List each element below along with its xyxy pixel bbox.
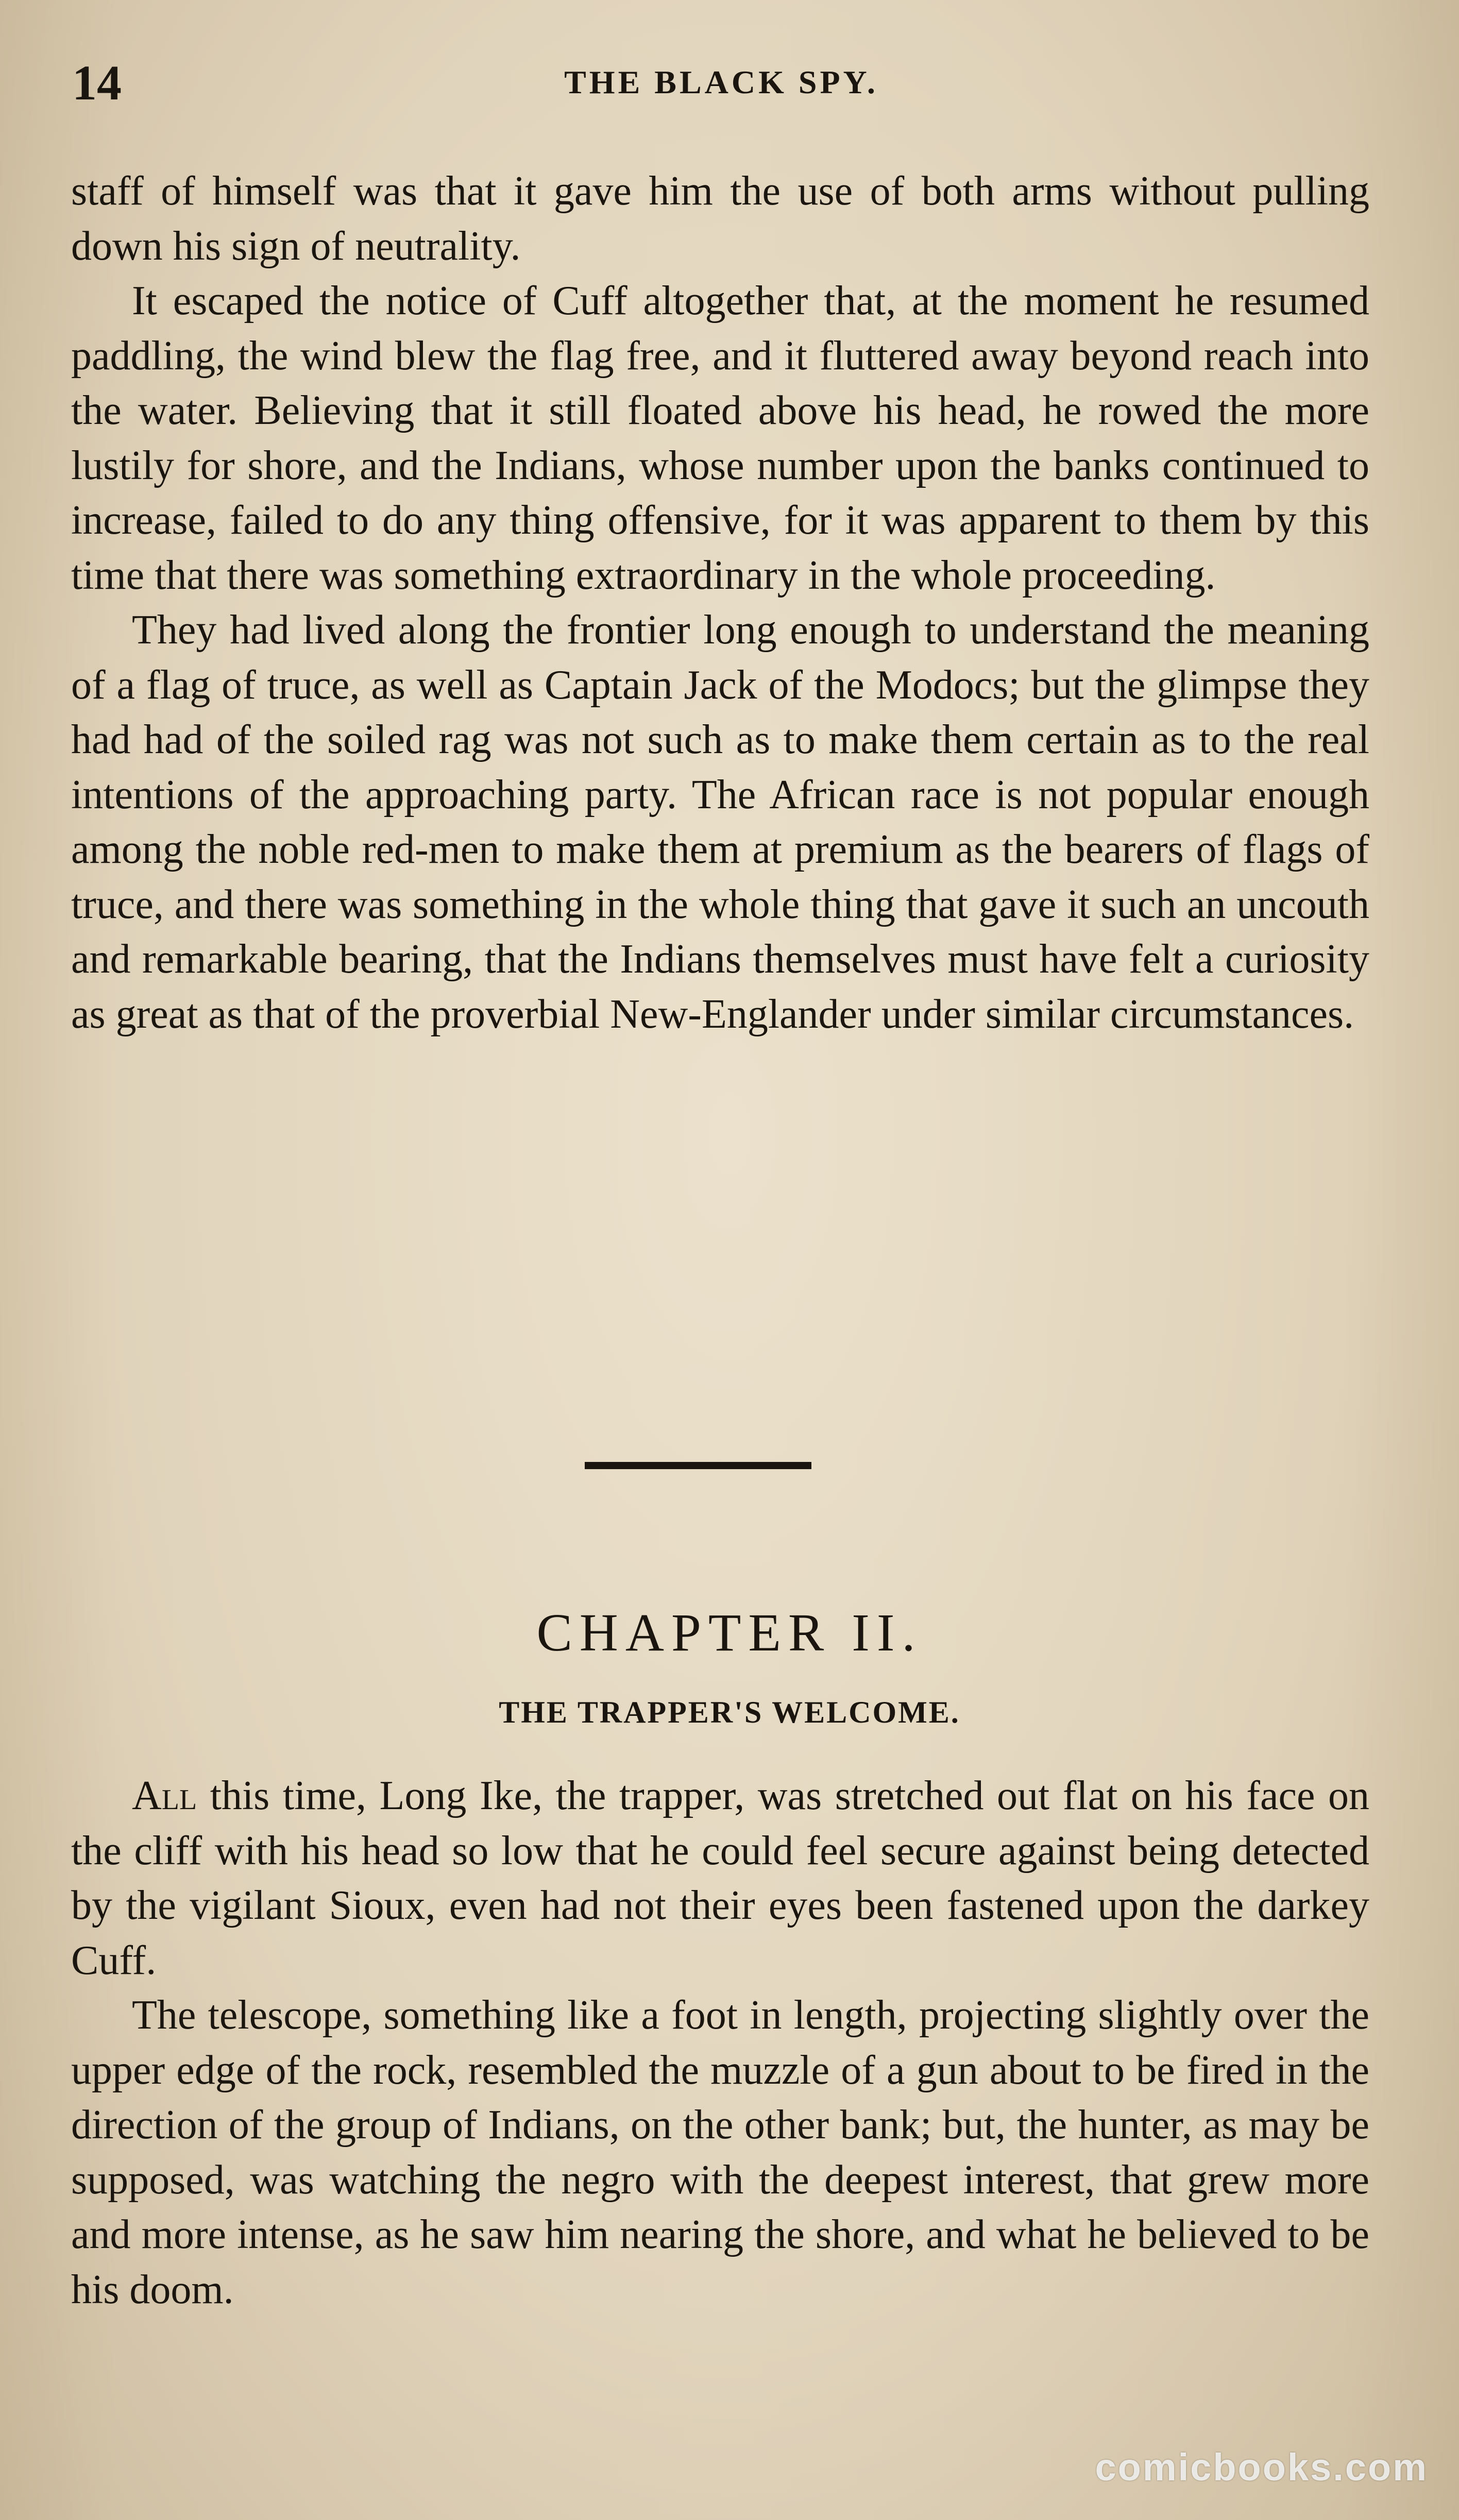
paragraph: It escaped the notice of Cuff altogether that, at the moment he resumed paddling, the wind blew the flag free, and it fluttered away beyond reach into the water. Believing that it still floated above his head, he rowed the more lustily for shore, and the Indians, whose number upon the banks continued to increase, failed to do any thing offensive, for it was apparent to them by this time that there was something extraordinary in the whole proceeding. xyxy=(71,278,1369,598)
drop-lead-word: All xyxy=(132,1773,197,1818)
chapter-opening-paragraph xyxy=(71,1768,1369,1988)
paragraph-text: this time, Long Ike, the trapper, was stretched out flat on his face on the cliff with his head so low that he could feel secure against being detected by the vigilant Sioux, even had not their eyes been fastened upon the darkey Cuff. xyxy=(71,1773,1369,1983)
paragraph: The telescope, something like a foot in length, projecting slightly over the upper edge of the rock, resembled the muzzle of a gun about to be fired in the direction of the group of Indians, on the other bank; but, the hunter, as may be supposed, was watching the negro with the deepest interest, that grew more and more intense, as he saw him nearing the shore, and what he believed to be his doom. xyxy=(71,1993,1369,2312)
running-title: THE BLACK SPY. xyxy=(564,64,878,100)
site-watermark: comicbooks.com xyxy=(1095,2446,1428,2489)
text-block-before-chapter xyxy=(71,164,1369,1042)
page-header xyxy=(72,54,1370,111)
chapter-title: CHAPTER II. xyxy=(536,1603,923,1662)
page-number: 14 xyxy=(72,55,122,110)
chapter-subtitle: THE TRAPPER'S WELCOME. xyxy=(499,1695,960,1729)
paragraph: They had lived along the frontier long enough to understand the meaning of a flag of truce, as well as Captain Jack of the Modocs; but the glimpse they had had of the soiled rag was not such as to make them certain as to the real intentions of the approaching party. The African race is not popular enough among the noble red-men to make them at premium as the bearers of flags of truce, and there was something in the whole thing that gave it such an uncouth and remarkable bearing, that the Indians themselves must have felt a curiosity as great as that of the proverbial New-Englander under similar circumstances. xyxy=(71,607,1369,1037)
paragraph-continued: staff of himself was that it gave him the use of both arms without pulling down his sign of neutrality. xyxy=(71,168,1369,269)
text-block-chapter-two xyxy=(71,1768,1369,2317)
section-divider-rule xyxy=(585,1462,811,1469)
